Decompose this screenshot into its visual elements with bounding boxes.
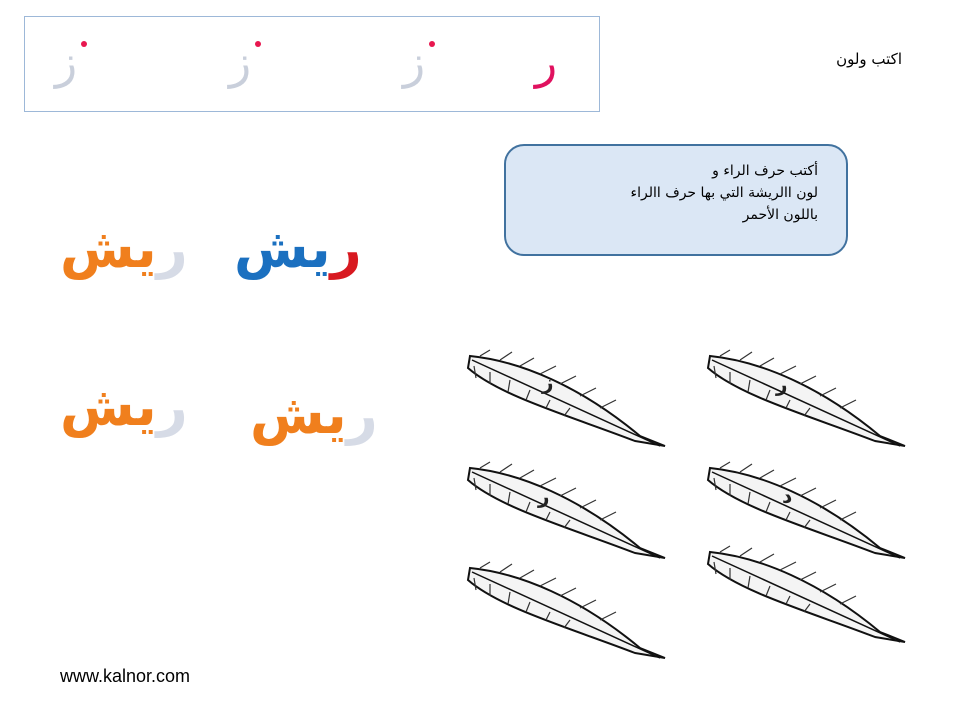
instruction-line: أكتب حرف الراء و xyxy=(712,163,818,179)
word-rest: يش xyxy=(60,375,157,438)
feather-icon xyxy=(460,458,670,568)
instruction-bubble xyxy=(504,144,848,256)
feather-icon xyxy=(460,558,670,668)
website-footer: www.kalnor.com xyxy=(60,666,191,686)
instruction-line: باللون الأحمر xyxy=(742,207,818,223)
feather-drawing[interactable] xyxy=(700,542,910,642)
word-first-letter: ر xyxy=(156,217,188,280)
feather-icon xyxy=(460,346,670,456)
word-rest: يش xyxy=(234,217,331,280)
trace-letter-glyph: ز xyxy=(229,35,252,89)
page-title: اكتب ولون xyxy=(836,50,902,68)
letter-tracing-box xyxy=(24,16,600,112)
word-first-letter: ر xyxy=(346,383,378,446)
feather-drawing[interactable] xyxy=(460,458,670,558)
word-rish-trace[interactable] xyxy=(60,217,188,280)
word-rish-model xyxy=(234,217,362,280)
letter-dot xyxy=(81,41,87,47)
word-rish-trace[interactable] xyxy=(60,375,188,438)
trace-letter-solid: ر xyxy=(535,35,558,89)
feather-letter: ز xyxy=(542,370,554,394)
word-rish-trace[interactable] xyxy=(250,383,378,446)
feather-drawing[interactable] xyxy=(460,558,670,658)
word-first-letter: ر xyxy=(156,375,188,438)
letter-dot xyxy=(429,41,435,47)
word-first-letter: ر xyxy=(330,217,362,280)
feather-letter: ر xyxy=(776,372,788,396)
word-rest: يش xyxy=(250,383,347,446)
word-rest: يش xyxy=(60,217,157,280)
trace-letter-glyph: ز xyxy=(55,35,78,89)
trace-letter-dotted[interactable] xyxy=(229,35,252,89)
feather-icon xyxy=(700,542,910,652)
feather-letter: ر xyxy=(538,484,550,508)
feather-icon xyxy=(700,346,910,456)
feather-drawing[interactable] xyxy=(460,346,670,446)
trace-letter-dotted[interactable] xyxy=(403,35,426,89)
feather-drawing[interactable] xyxy=(700,346,910,446)
feathers-grid xyxy=(460,346,940,666)
letter-dot xyxy=(255,41,261,47)
feather-letter: د xyxy=(782,484,793,508)
trace-letter-dotted[interactable] xyxy=(55,35,78,89)
instruction-line: لون االريشة التي بها حرف االراء xyxy=(630,185,818,201)
trace-letter-glyph: ز xyxy=(403,35,426,89)
